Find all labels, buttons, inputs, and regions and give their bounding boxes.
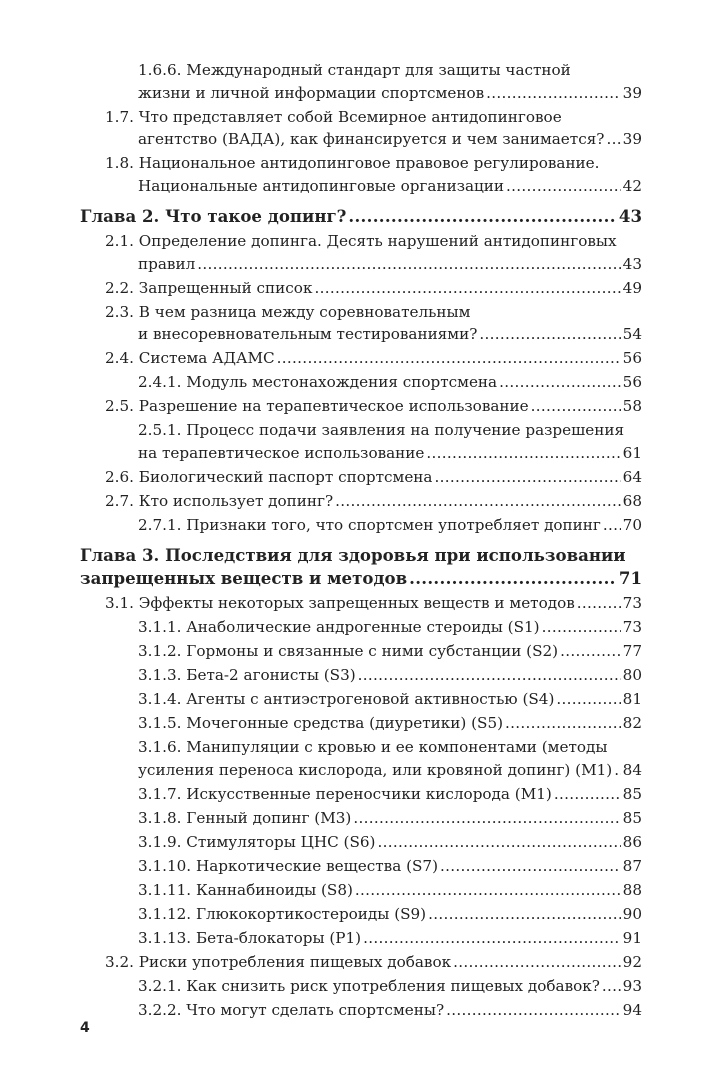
toc-entry[interactable] [80, 951, 642, 974]
toc-entry-title-line: 3.1.10. Наркотические вещества (S7) [138, 856, 439, 875]
toc-entry-row [105, 592, 642, 615]
toc-entry-title-line: 3.1.5. Мочегонные средства (диуретики) (S5) [138, 714, 504, 732]
toc-entry[interactable] [80, 783, 642, 806]
toc-entry[interactable] [80, 395, 642, 418]
dot-leader [506, 175, 621, 198]
toc-page-number: 93 [622, 976, 642, 995]
toc-entry-title-line: 3.2.1. Как снизить риск употребления пищевых добавок? [138, 976, 600, 995]
toc-entry[interactable] [80, 277, 642, 300]
toc-page-number: 68 [622, 491, 642, 510]
toc-entry[interactable] [80, 640, 642, 663]
toc-page-number: 54 [622, 325, 642, 343]
dot-leader [409, 567, 617, 590]
toc-entry-row [138, 879, 642, 902]
dot-leader [377, 831, 620, 854]
toc-entry-title-line: запрещенных веществ и методов [80, 568, 408, 588]
dot-leader [277, 347, 621, 370]
toc-entry[interactable] [80, 831, 642, 854]
toc-entry[interactable] [80, 347, 642, 370]
toc-page-number: 56 [622, 349, 642, 367]
toc-page-number: 90 [622, 904, 642, 923]
table-of-contents [80, 59, 642, 1023]
dot-leader [531, 395, 621, 418]
toc-entry[interactable] [80, 59, 642, 104]
toc-entry-title-line: Глава 2. Что такое допинг? [80, 206, 347, 226]
dot-leader [197, 253, 620, 276]
toc-entry-row [138, 927, 642, 950]
toc-page-number: 81 [622, 690, 642, 708]
toc-entry-row [105, 466, 642, 489]
toc-page-number: 84 [622, 760, 642, 779]
toc-entry-title-line: 3.1.1. Анаболические андрогенные стероиды (S1) [138, 618, 540, 636]
toc-entry-title-line: 2.3. В чем разница между соревновательным [105, 302, 471, 321]
toc-page-number: 58 [622, 397, 642, 415]
dot-leader [453, 951, 621, 974]
dot-leader [614, 759, 620, 782]
toc-page-number: 88 [622, 880, 642, 899]
toc-entry-title-line: жизни и личной информации спортсменов [138, 83, 485, 102]
toc-entry[interactable] [80, 371, 642, 394]
toc-entry[interactable] [80, 975, 642, 998]
toc-entry[interactable] [80, 712, 642, 735]
toc-page-number: 86 [622, 832, 642, 851]
toc-entry[interactable] [80, 807, 642, 830]
dot-leader [358, 664, 621, 687]
dot-leader [505, 712, 621, 735]
toc-entry[interactable] [80, 152, 642, 197]
toc-page-number: 73 [622, 594, 642, 612]
toc-entry-row [105, 253, 642, 276]
toc-page-number: 56 [622, 373, 642, 391]
toc-page-number: 91 [622, 928, 642, 947]
toc-entry-row [105, 175, 642, 198]
toc-entry-row [138, 831, 642, 854]
dot-leader [577, 592, 621, 615]
page-number: 4 [80, 1020, 90, 1036]
toc-entry-row [138, 640, 642, 663]
toc-entry[interactable] [80, 592, 642, 615]
toc-page-number: 49 [622, 278, 642, 297]
dot-leader [435, 466, 621, 489]
toc-page-number: 42 [622, 176, 642, 195]
toc-entry-row [138, 975, 642, 998]
toc-page-number: 80 [622, 666, 642, 684]
toc-entry[interactable] [80, 466, 642, 489]
toc-entry-title-line: 2.7. Кто использует допинг? [105, 491, 334, 510]
toc-entry-row [105, 951, 642, 974]
toc-page-number: 82 [622, 714, 642, 732]
dot-leader [428, 903, 621, 926]
toc-entry-row [138, 664, 642, 687]
toc-entry-title-line: правил [138, 254, 196, 273]
toc-entry[interactable] [80, 903, 642, 926]
toc-entry-row [138, 712, 642, 735]
toc-entry-title-line: 3.2.2. Что могут сделать спортсмены? [138, 1000, 445, 1019]
toc-entry-row [105, 347, 642, 370]
toc-entry-title-line: 3.1.7. Искусственные переносчики кислорода (M1) [138, 784, 552, 803]
dot-leader [602, 975, 621, 998]
toc-entry-title-line: 2.6. Биологический паспорт спортсмена [105, 467, 433, 486]
toc-entry-row [138, 783, 642, 806]
toc-entry-row [138, 616, 642, 639]
dot-leader [542, 616, 621, 639]
toc-entry[interactable] [80, 688, 642, 711]
toc-entry-title-line: 3.1.12. Глюкокортикостероиды (S9) [138, 904, 427, 923]
dot-leader [606, 128, 620, 151]
toc-entry-title-line: 2.7.1. Признаки того, что спортсмен употребляет допинг [138, 515, 601, 534]
toc-entry-title-line: Национальные антидопинговые организации [138, 176, 505, 195]
toc-entry-title-line: 2.2. Запрещенный список [105, 278, 313, 297]
toc-entry-row [105, 395, 642, 418]
toc-entry[interactable] [80, 230, 642, 275]
toc-entry-row [105, 323, 642, 346]
toc-page-number: 71 [618, 568, 642, 588]
dot-leader [348, 205, 617, 228]
toc-entry-title-line: 2.1. Определение допинга. Десять нарушений антидопинговых [105, 232, 617, 250]
toc-entry-title-line: агентство (ВАДА), как финансируется и чем занимается? [138, 130, 605, 148]
toc-entry-title-line: Глава 3. Последствия для здоровья при использовании [80, 545, 626, 565]
toc-entry-title-line: 3.1. Эффекты некоторых запрещенных веществ и методов [105, 594, 575, 612]
toc-entry-title-line: 3.1.13. Бета-блокаторы (P1) [138, 928, 362, 947]
toc-entry-row [138, 855, 642, 878]
toc-page-number: 61 [622, 443, 642, 462]
toc-entry-row [138, 759, 642, 782]
dot-leader [554, 783, 621, 806]
toc-entry-row [138, 442, 642, 465]
toc-entry-row [138, 514, 642, 537]
dot-leader [486, 82, 621, 105]
dot-leader [560, 640, 621, 663]
toc-page-number: 92 [622, 952, 642, 971]
dot-leader [479, 323, 620, 346]
toc-page-number: 94 [622, 1000, 642, 1019]
toc-entry[interactable] [80, 855, 642, 878]
toc-entry-row [105, 128, 642, 151]
toc-entry-row [138, 807, 642, 830]
toc-entry-row [138, 999, 642, 1022]
toc-entry[interactable] [80, 879, 642, 902]
toc-entry-title-line: и внесоревновательным тестированиями? [138, 325, 478, 343]
toc-entry-row [105, 277, 642, 300]
toc-entry-title-line: 2.4. Система АДАМС [105, 349, 275, 367]
toc-entry[interactable] [80, 490, 642, 513]
dot-leader [335, 490, 621, 513]
toc-entry-title-line: 3.1.2. Гормоны и связанные с ними субстанции (S2) [138, 642, 559, 660]
toc-entry-title-line: 3.1.8. Генный допинг (M3) [138, 808, 352, 827]
toc-entry-title-line: 2.5. Разрешение на терапевтическое использование [105, 397, 529, 415]
toc-entry[interactable] [80, 664, 642, 687]
toc-page-number: 85 [622, 784, 642, 803]
dot-leader [314, 277, 620, 300]
toc-entry[interactable] [80, 927, 642, 950]
dot-leader [440, 855, 621, 878]
dot-leader [499, 371, 621, 394]
toc-entry[interactable] [80, 736, 642, 781]
toc-page-number: 87 [622, 856, 642, 875]
toc-page-number: 77 [622, 642, 642, 660]
toc-entry[interactable] [80, 514, 642, 537]
toc-entry-row [138, 371, 642, 394]
toc-entry[interactable] [80, 616, 642, 639]
toc-entry-title-line: 1.7. Что представляет собой Всемирное антидопинговое [105, 107, 562, 126]
dot-leader [446, 999, 621, 1022]
toc-page-number: 43 [622, 254, 642, 273]
dot-leader [603, 514, 621, 537]
toc-entry-title-line: 3.1.3. Бета-2 агонисты (S3) [138, 666, 356, 684]
toc-entry[interactable] [80, 301, 642, 346]
toc-entry-title-line: 3.2. Риски употребления пищевых добавок [105, 952, 452, 971]
dot-leader [556, 688, 620, 711]
toc-entry-title-line: на терапевтическое использование [138, 443, 425, 462]
toc-entry-row [138, 82, 642, 105]
toc-entry-row [105, 490, 642, 513]
toc-entry-title-line: 2.4.1. Модуль местонахождения спортсмена [138, 373, 498, 391]
dot-leader [363, 927, 621, 950]
toc-page-number: 43 [618, 206, 642, 226]
toc-entry-title-line: 3.1.4. Агенты с антиэстрогеновой активностью (S4) [138, 690, 555, 708]
toc-page-number: 64 [622, 467, 642, 486]
toc-entry-title-line: 2.5.1. Процесс подачи заявления на получение разрешения [138, 421, 625, 439]
toc-entry-title-line: 1.6.6. Международный стандарт для защиты частной [138, 61, 571, 79]
toc-page-number: 85 [622, 808, 642, 827]
toc-chapter-entry[interactable] [80, 205, 642, 228]
toc-entry[interactable] [80, 999, 642, 1022]
toc-page-number: 39 [622, 83, 642, 102]
toc-entry-row [80, 567, 642, 590]
toc-page-number: 39 [622, 130, 642, 148]
toc-entry-title-line: 1.8. Национальное антидопинговое правовое регулирование. [105, 154, 600, 172]
toc-page-number: 73 [622, 618, 642, 636]
toc-entry[interactable] [80, 419, 642, 464]
toc-entry-row [138, 688, 642, 711]
dot-leader [426, 442, 620, 465]
toc-chapter-entry[interactable] [80, 544, 642, 590]
dot-leader [353, 807, 620, 830]
dot-leader [355, 879, 621, 902]
toc-entry-title-line: 3.1.9. Стимуляторы ЦНС (S6) [138, 832, 376, 851]
toc-entry-title-line: 3.1.11. Каннабиноиды (S8) [138, 880, 353, 899]
toc-entry-row [80, 205, 642, 228]
toc-entry-title-line: 3.1.6. Манипуляции с кровью и ее компонентами (методы [138, 738, 608, 756]
toc-page-number: 70 [622, 515, 642, 534]
toc-entry[interactable] [80, 106, 642, 151]
toc-entry-row [138, 903, 642, 926]
toc-entry-title-line: усиления переноса кислорода, или кровяной допинг) (M1) [138, 760, 613, 779]
